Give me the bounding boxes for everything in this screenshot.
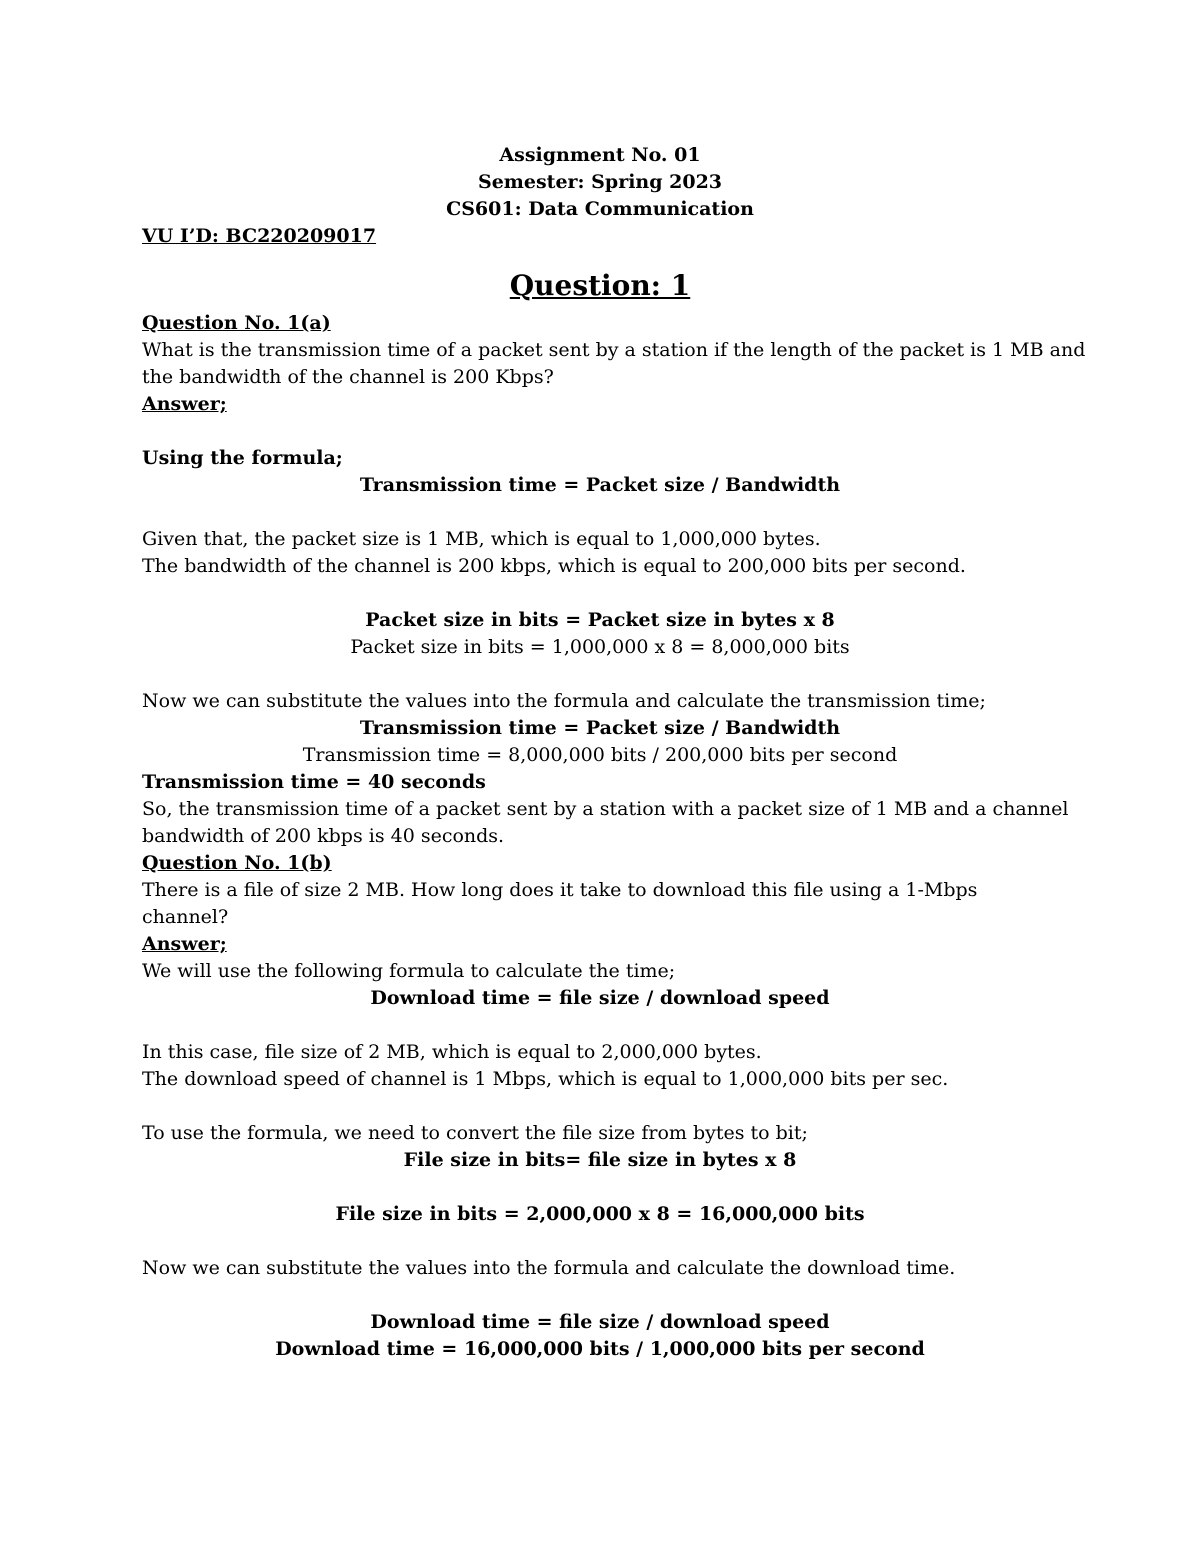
document-page bbox=[142, 142, 1086, 1363]
question-title: Question: 1 bbox=[509, 269, 691, 302]
vu-id: VU I’D: BC220209017 bbox=[142, 225, 377, 247]
using-formula-label: Using the formula; bbox=[142, 447, 343, 469]
download-calc: Download time = 16,000,000 bits / 1,000,000 bits per second bbox=[275, 1338, 925, 1360]
transmission-formula: Transmission time = Packet size / Bandwidth bbox=[359, 474, 841, 496]
course-line: CS601: Data Communication bbox=[446, 198, 754, 220]
transmission-calc: Transmission time = 8,000,000 bits / 200,000 bits per second bbox=[302, 744, 898, 766]
question-1a-heading: Question No. 1(a) bbox=[142, 312, 331, 334]
question-1b-text-line-1: There is a file of size 2 MB. How long does it take to download this file using a 1-Mbps bbox=[142, 879, 978, 901]
convert-text: To use the formula, we need to convert the file size from bytes to bit; bbox=[142, 1122, 808, 1144]
file-size-case: In this case, file size of 2 MB, which is equal to 2,000,000 bytes. bbox=[142, 1041, 762, 1063]
download-formula: Download time = file size / download speed bbox=[370, 987, 830, 1009]
question-1b-heading: Question No. 1(b) bbox=[142, 852, 332, 874]
file-bits-formula: File size in bits= file size in bytes x 8 bbox=[403, 1149, 797, 1171]
substitute-text-1a: Now we can substitute the values into the formula and calculate the transmission time; bbox=[142, 690, 986, 712]
blank-line bbox=[142, 1012, 1058, 1039]
blank-line bbox=[142, 1093, 1058, 1120]
assignment-title: Assignment No. 01 bbox=[499, 144, 701, 166]
question-1b-text-line-2: channel? bbox=[142, 906, 229, 928]
blank-line bbox=[142, 1228, 1058, 1255]
blank-line bbox=[142, 1282, 1058, 1309]
answer-label-1b: Answer; bbox=[142, 933, 227, 955]
semester-line: Semester: Spring 2023 bbox=[477, 171, 723, 193]
blank-line bbox=[142, 661, 1058, 688]
given-packet-size: Given that, the packet size is 1 MB, which is equal to 1,000,000 bytes. bbox=[142, 528, 821, 550]
question-1a-text-line-1: What is the transmission time of a packet sent by a station if the length of the packet is 1 MB and bbox=[142, 339, 1086, 361]
download-speed-case: The download speed of channel is 1 Mbps, which is equal to 1,000,000 bits per sec. bbox=[142, 1068, 949, 1090]
question-1a-text-line-2: the bandwidth of the channel is 200 Kbps? bbox=[142, 366, 554, 388]
conclusion-line-1: So, the transmission time of a packet sent by a station with a packet size of 1 MB and a channel bbox=[142, 798, 1069, 820]
blank-line bbox=[142, 499, 1058, 526]
download-formula-repeat: Download time = file size / download speed bbox=[370, 1311, 830, 1333]
transmission-formula-repeat: Transmission time = Packet size / Bandwidth bbox=[359, 717, 841, 739]
conclusion-line-2: bandwidth of 200 kbps is 40 seconds. bbox=[142, 825, 505, 847]
blank-line bbox=[142, 1174, 1058, 1201]
answer-label-1a: Answer; bbox=[142, 393, 227, 415]
formula-intro-1b: We will use the following formula to calculate the time; bbox=[142, 960, 676, 982]
file-bits-calc: File size in bits = 2,000,000 x 8 = 16,000,000 bits bbox=[335, 1203, 865, 1225]
substitute-text-1b: Now we can substitute the values into the formula and calculate the download time. bbox=[142, 1257, 956, 1279]
packet-bits-calc: Packet size in bits = 1,000,000 x 8 = 8,000,000 bits bbox=[350, 636, 850, 658]
given-bandwidth: The bandwidth of the channel is 200 kbps, which is equal to 200,000 bits per second. bbox=[142, 555, 966, 577]
transmission-result: Transmission time = 40 seconds bbox=[142, 771, 486, 793]
packet-bits-formula: Packet size in bits = Packet size in bytes x 8 bbox=[365, 609, 835, 631]
blank-line bbox=[142, 580, 1058, 607]
blank-line bbox=[142, 418, 1058, 445]
